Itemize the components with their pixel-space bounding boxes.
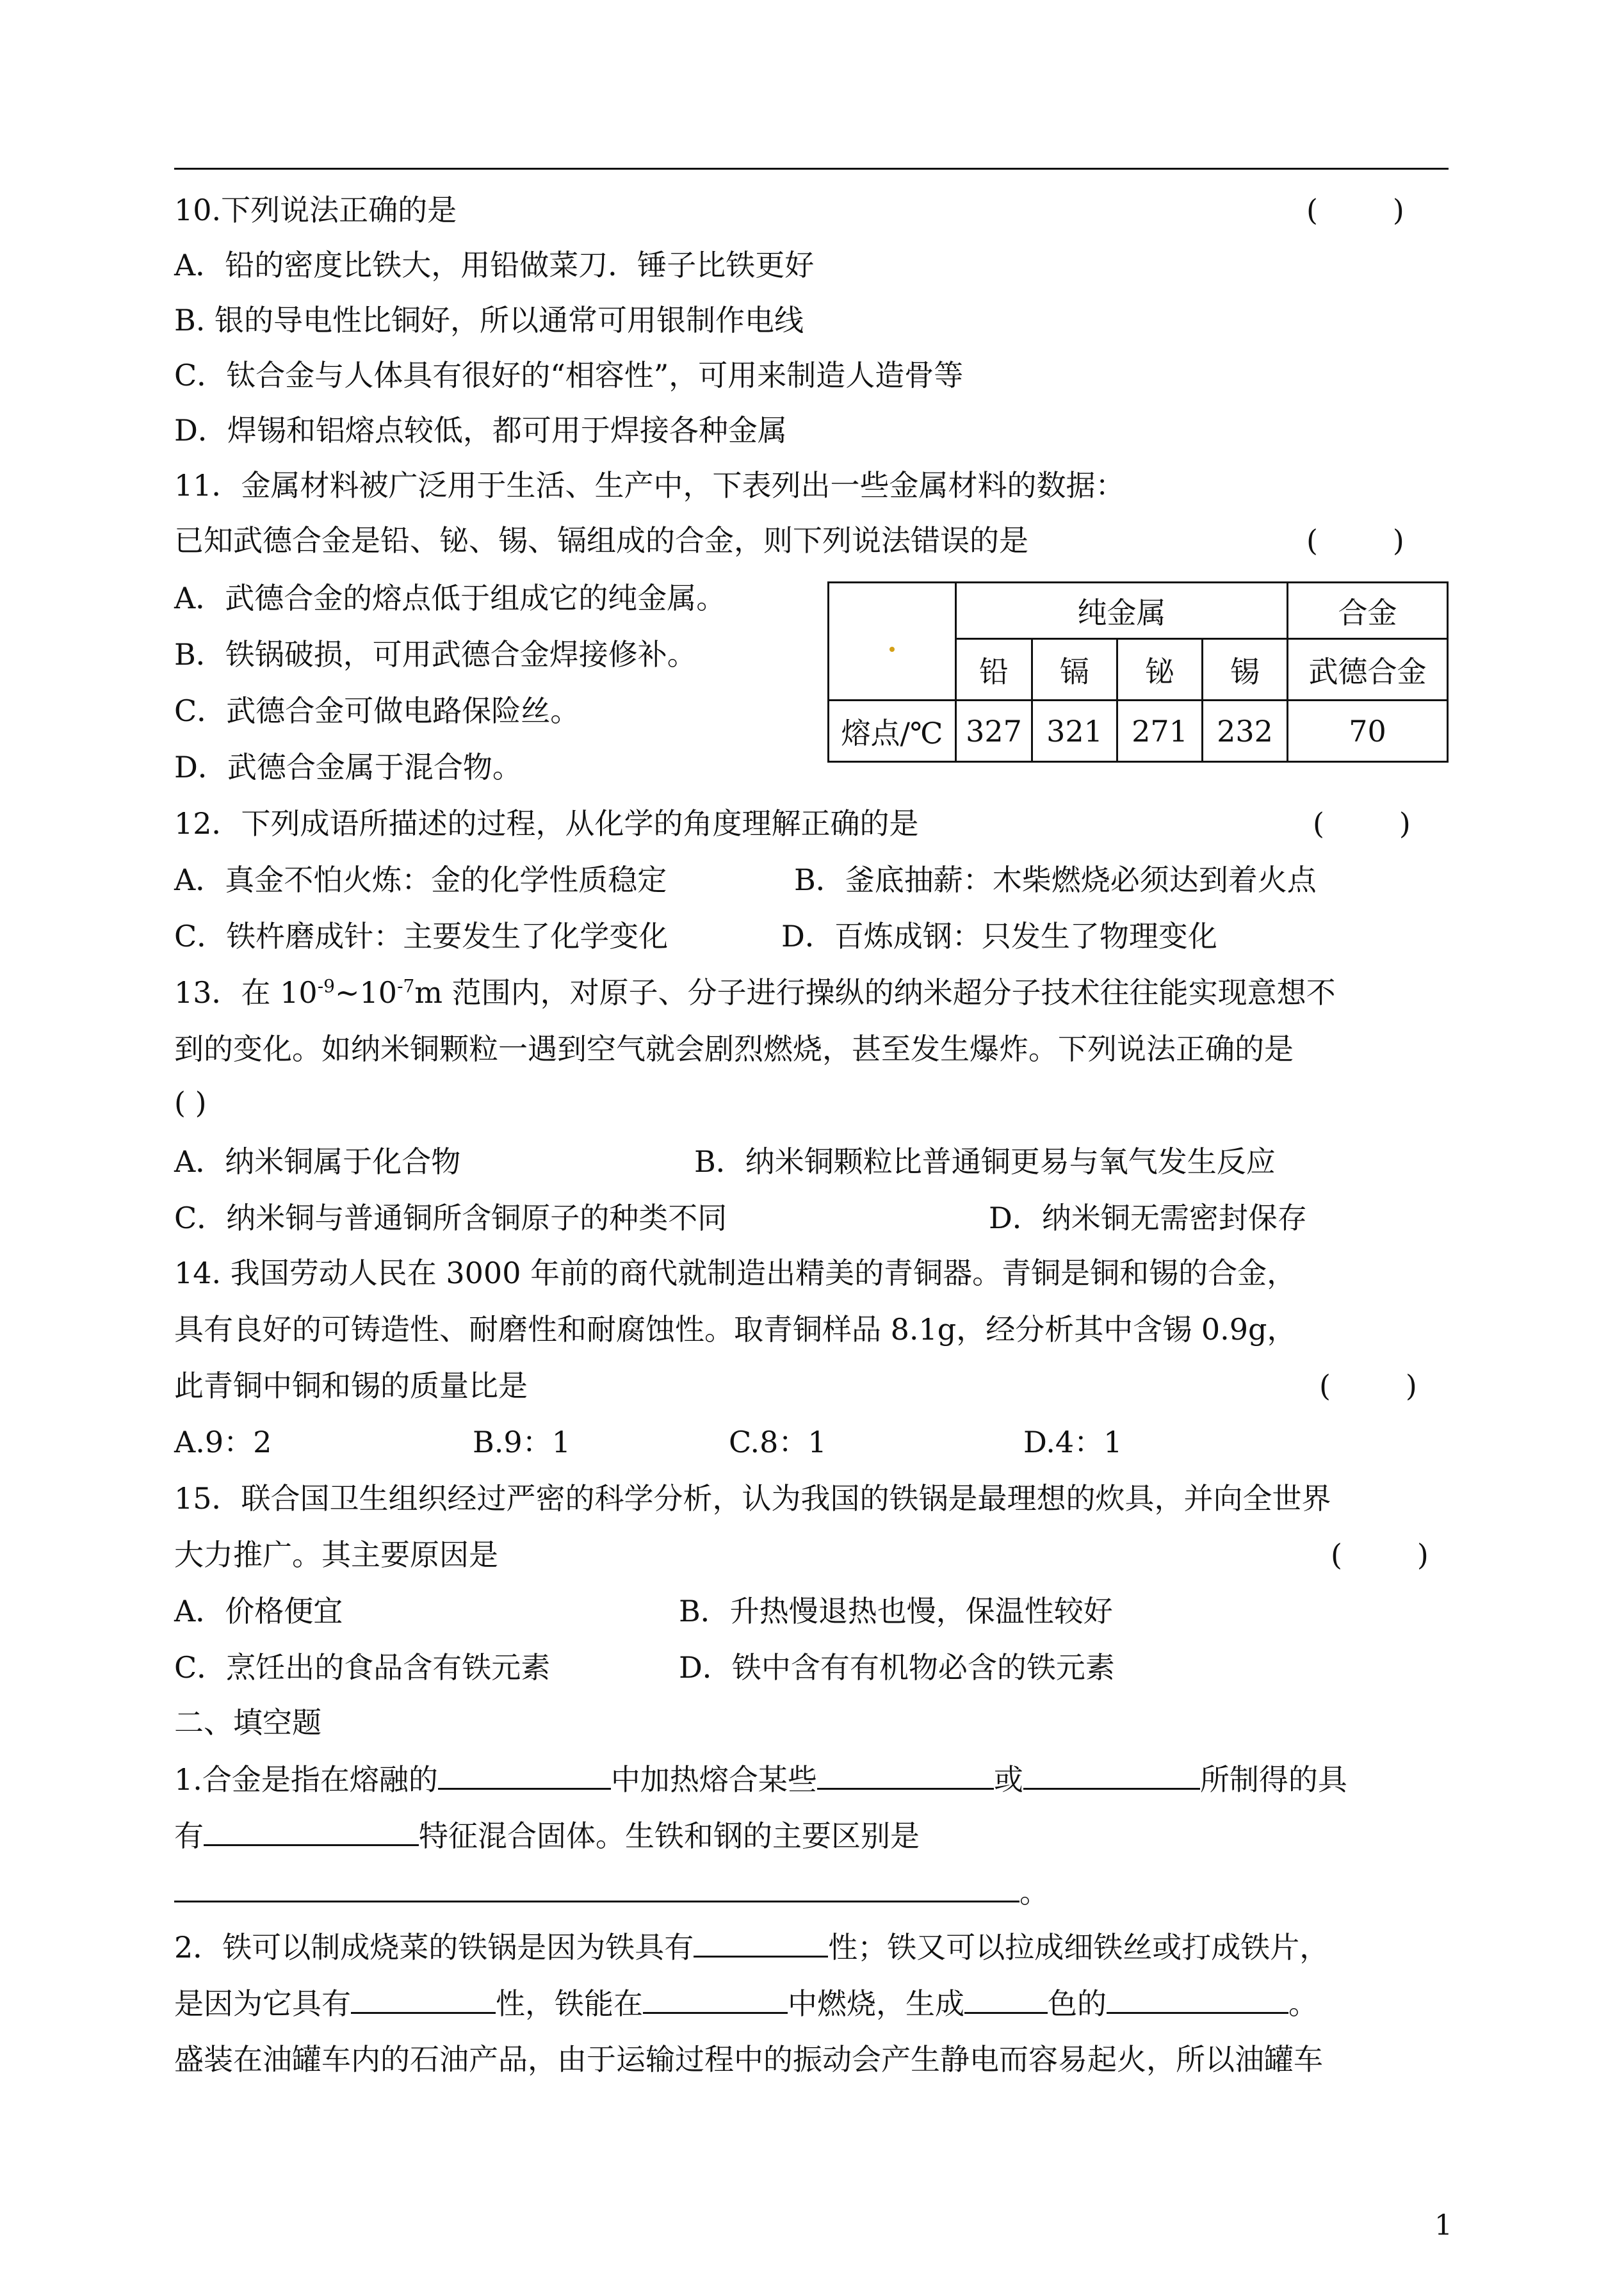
- table-corner-cell: [829, 583, 956, 701]
- q14-option-a: A.9：2: [174, 1425, 272, 1459]
- page-number: 1: [1434, 2209, 1452, 2242]
- f1-blank-1[interactable]: [438, 1760, 611, 1790]
- q15-option-c: C．烹饪出的食品含有铁元素: [174, 1650, 551, 1685]
- q13-stem-line1: 13．在 $10^{-9}\sim 10^{-7}m$ 范围内，对原子、分子进行操纵的纳米超分子技术往往能实现意想不: [174, 975, 1336, 1010]
- q14-stem-line3: 此青铜中铜和锡的质量比是: [174, 1368, 528, 1403]
- q11-option-b: B．铁锅破损，可用武德合金焊接修补。: [174, 637, 697, 672]
- table-header-alloy: 合金: [1288, 583, 1448, 639]
- f2-blank-5[interactable]: [1107, 1984, 1288, 2014]
- table-metal-bismuth: 铋: [1117, 639, 1203, 701]
- q13-stem-line2: 到的变化。如纳米铜颗粒一遇到空气就会剧烈燃烧，甚至发生爆炸。下列说法正确的是: [174, 1032, 1294, 1066]
- q10-option-a: A．铅的密度比铁大，用铅做菜刀．锤子比铁更好: [174, 248, 815, 282]
- q11-answer-paren: ( ): [1306, 523, 1404, 558]
- f1-blank-2[interactable]: [817, 1760, 994, 1790]
- q12-answer-paren: ( ): [1313, 806, 1411, 841]
- f1-line3: 。: [174, 1872, 1049, 1911]
- stray-dot: [889, 647, 895, 652]
- q12-stem: 12．下列成语所描述的过程，从化学的角度理解正确的是: [174, 806, 919, 841]
- table-metal-cadmium: 镉: [1032, 639, 1117, 701]
- table-cell-bismuth-mp: 271: [1117, 701, 1203, 762]
- f2-line3: 盛装在油罐车内的石油产品，由于运输过程中的振动会产生静电而容易起火，所以油罐车: [174, 2042, 1323, 2077]
- f2-blank-4[interactable]: [964, 1984, 1048, 2014]
- q12-option-c: C．铁杵磨成针：主要发生了化学变化: [174, 919, 669, 953]
- f2-line2: 是因为它具有 性，铁能在 中燃烧，生成 色的 。: [174, 1984, 1318, 2023]
- q13-option-d: D．纳米铜无需密封保存: [989, 1201, 1307, 1235]
- q11-stem-line1: 11．金属材料被广泛用于生活、生产中，下表列出一些金属材料的数据：: [174, 468, 1125, 503]
- q15-option-d: D．铁中含有有机物必含的铁元素: [679, 1650, 1115, 1685]
- q12-option-b: B．釜底抽薪：木柴燃烧必须达到着火点: [794, 863, 1317, 897]
- table-cell-lead-mp: 327: [956, 701, 1032, 762]
- q14-option-b: B.9：1: [473, 1425, 571, 1459]
- header-rule: [174, 168, 1449, 170]
- q15-option-a: A．价格便宜: [174, 1594, 343, 1628]
- q10-answer-paren: ( ): [1306, 193, 1404, 227]
- table-cell-cadmium-mp: 321: [1032, 701, 1117, 762]
- table-alloy-name: 武德合金: [1288, 639, 1448, 701]
- table-header-pure-metal: 纯金属: [956, 583, 1288, 639]
- q13-option-b: B．纳米铜颗粒比普通铜更易与氧气发生反应: [694, 1144, 1276, 1179]
- f1-line2: 有 特征混合固体。生铁和钢的主要区别是: [174, 1816, 920, 1855]
- q12-option-a: A．真金不怕火炼：金的化学性质稳定: [174, 863, 667, 897]
- q10-stem: 10.下列说法正确的是: [174, 193, 457, 227]
- f2-blank-2[interactable]: [351, 1984, 496, 2014]
- q10-option-d: D．焊锡和铝熔点较低，都可用于焊接各种金属: [174, 413, 787, 448]
- q12-option-d: D．百炼成钢：只发生了物理变化: [781, 919, 1217, 953]
- q15-answer-paren: ( ): [1331, 1537, 1429, 1572]
- melting-point-table: [827, 581, 1449, 763]
- section-fill-in-title: 二、填空题: [174, 1705, 321, 1740]
- table-row-label: 熔点/℃: [829, 701, 956, 762]
- q15-stem-line1: 15．联合国卫生组织经过严密的科学分析，认为我国的铁锅是最理想的炊具，并向全世界: [174, 1481, 1331, 1516]
- q11-option-a: A．武德合金的熔点低于组成它的纯金属。: [174, 581, 726, 615]
- table-cell-tin-mp: 232: [1203, 701, 1288, 762]
- q10-option-c: C．钛合金与人体具有很好的“相容性”，可用来制造人造骨等: [174, 358, 964, 393]
- q10-option-b: B. 银的导电性比铜好，所以通常可用银制作电线: [174, 303, 804, 337]
- f1-blank-3[interactable]: [1023, 1760, 1200, 1790]
- q13-option-a: A．纳米铜属于化合物: [174, 1144, 461, 1179]
- q13-answer-paren: ( ): [174, 1085, 207, 1120]
- q15-option-b: B．升热慢退热也慢，保温性较好: [679, 1594, 1113, 1628]
- q11-stem-line2: 已知武德合金是铅、铋、锡、镉组成的合金，则下列说法错误的是: [174, 523, 1028, 558]
- q14-stem-line2: 具有良好的可铸造性、耐磨性和耐腐蚀性。取青铜样品 8.1g，经分析其中含锡 0.9g，: [174, 1312, 1297, 1347]
- q13-option-c: C．纳米铜与普通铜所含铜原子的种类不同: [174, 1201, 727, 1235]
- q11-option-d: D．武德合金属于混合物。: [174, 750, 522, 784]
- f2-blank-3[interactable]: [643, 1984, 788, 2014]
- table-cell-alloy-mp: 70: [1288, 701, 1448, 762]
- q14-option-c: C.8：1: [729, 1425, 827, 1459]
- q14-answer-paren: ( ): [1319, 1368, 1417, 1403]
- f2-line1: 2．铁可以制成烧菜的铁锅是因为铁具有 性；铁又可以拉成细铁丝或打成铁片，: [174, 1927, 1329, 1967]
- q14-option-d: D.4：1: [1023, 1425, 1123, 1459]
- f1-line1: 1.合金是指在熔融的 中加热熔合某些 或 所制得的具: [174, 1760, 1347, 1799]
- f1-blank-5[interactable]: [174, 1872, 1019, 1902]
- table-metal-lead: 铅: [956, 639, 1032, 701]
- table-metal-tin: 锡: [1203, 639, 1288, 701]
- q11-option-c: C．武德合金可做电路保险丝。: [174, 693, 580, 728]
- f1-blank-4[interactable]: [204, 1816, 419, 1846]
- q15-stem-line2: 大力推广。其主要原因是: [174, 1537, 498, 1572]
- f2-blank-1[interactable]: [694, 1927, 828, 1958]
- q14-stem-line1: 14. 我国劳动人民在 3000 年前的商代就制造出精美的青铜器。青铜是铜和锡的合金，: [174, 1256, 1297, 1290]
